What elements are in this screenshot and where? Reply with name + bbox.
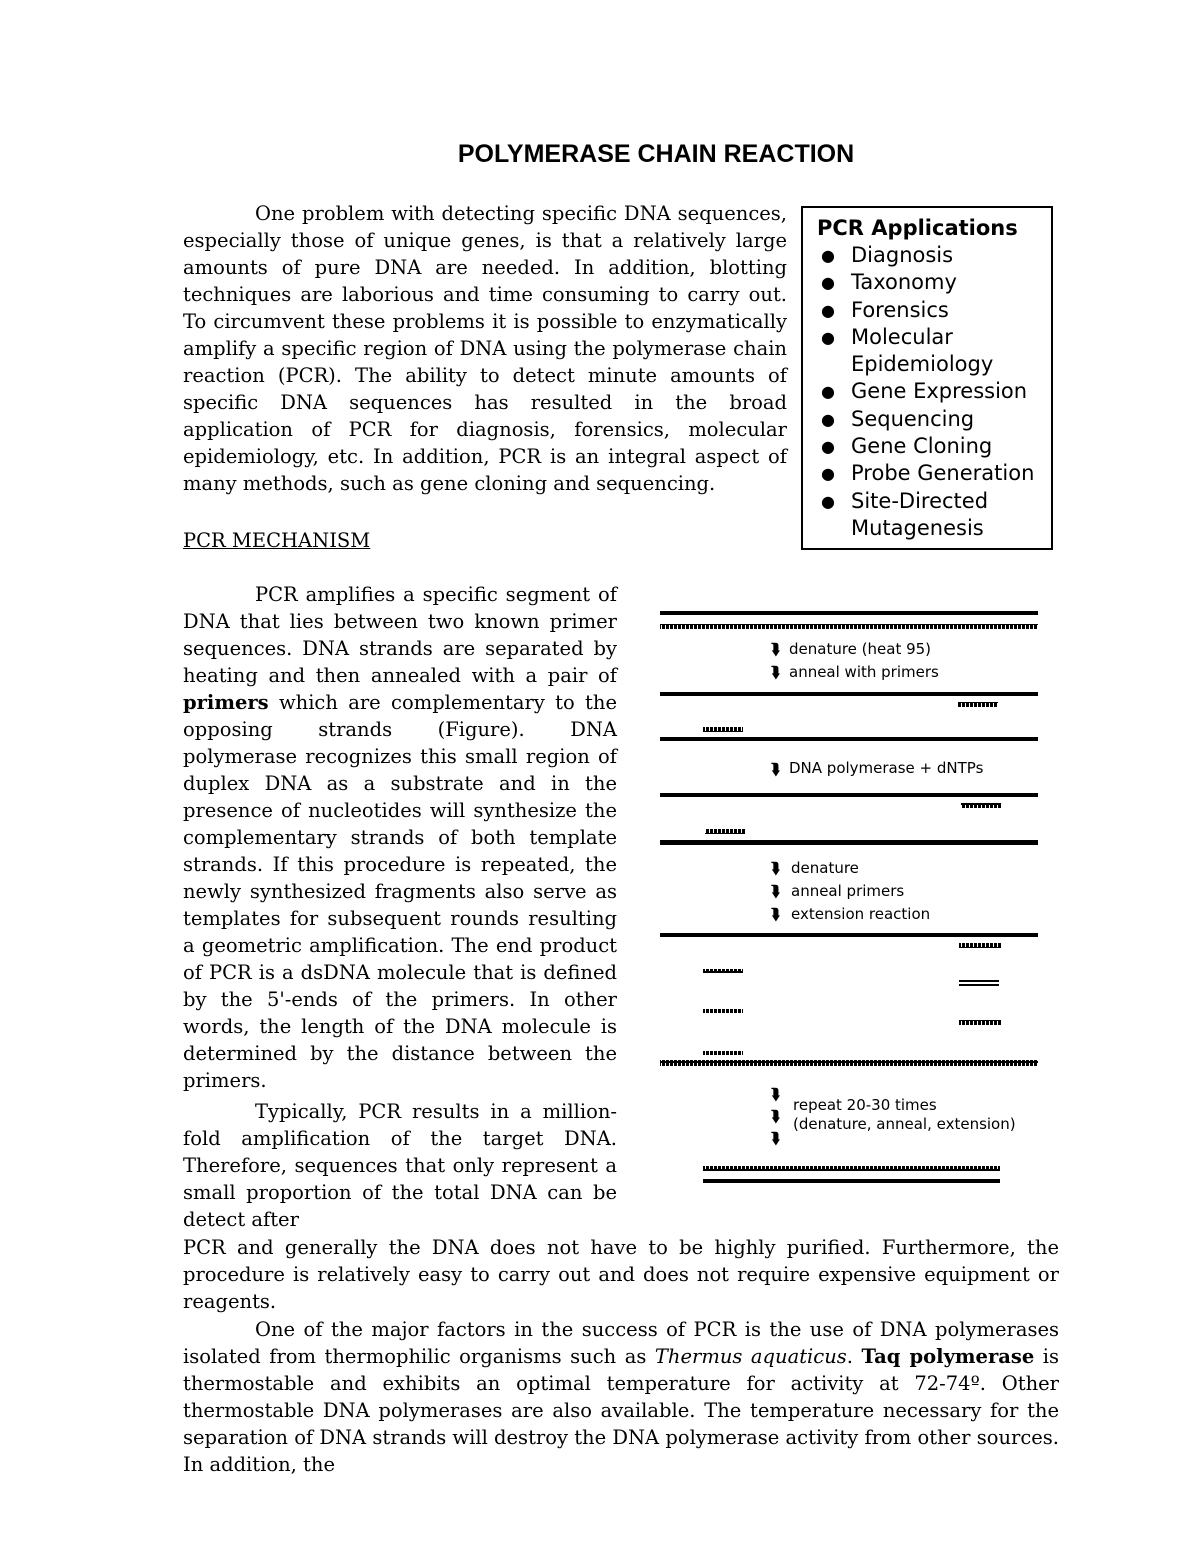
application-item: ● Forensics: [817, 297, 1041, 324]
bullet-icon: ●: [821, 246, 835, 265]
bullet-icon: ●: [821, 273, 835, 293]
applications-list: [817, 242, 1041, 542]
application-item: ● Site-Directed Mutagenesis: [821, 488, 989, 540]
down-arrow-icon: ⮯: [771, 1129, 780, 1147]
new-strand: [961, 803, 1001, 808]
typically-paragraph: Typically, PCR results in a million-fold amplification of the target DNA. Therefore, sequences that only represent a small proportion of the total DNA can be detect after: [183, 1100, 617, 1231]
template-strand-top: [660, 692, 1038, 696]
primer: [958, 702, 998, 707]
bullet-icon: ●: [821, 382, 835, 402]
down-arrow-icon: ⮯: [771, 882, 780, 900]
applications-title: PCR Applications: [817, 216, 1018, 240]
new-strand: [703, 1009, 743, 1013]
down-arrow-icon: ⮯: [771, 905, 780, 923]
product-strand: [703, 1166, 1000, 1171]
step-polymerase-label: DNA polymerase + dNTPs: [789, 759, 984, 777]
mechanism-paragraph: PCR amplifies a specific segment of DNA that lies between two known primer sequences. DNA strands are separated by heating and then annealed with a pair of primers which are complementary to the opposing strands (Figure). DNA polymerase recognizes this small region of duplex DNA as a substrate and in the presence of nucleotides will synthesize the complementary strands of both template strands. If this procedure is repeated, the newly synthesized fragments also serve as templates for subsequent rounds resulting a geometric amplification. The end product of PCR is a dsDNA molecule that is defined by the 5'-ends of the primers. In other words, the length of the DNA molecule is determined by the distance between the primers.: [183, 583, 617, 1092]
applications-box: [801, 206, 1053, 550]
template-strand-bottom: [660, 737, 1038, 741]
step-repeat-label: repeat 20-30 times: [793, 1096, 937, 1114]
down-arrow-icon: ⮯: [771, 1085, 780, 1103]
taq-paragraph: One of the major factors in the success of PCR is the use of DNA polymerases isolated from thermophilic organisms such as Thermus aquaticus. Taq polymerase is thermostable and exhibits an optimal temperature for activity at 72-74º. Other thermostable DNA polymerases are also available. The temperature necessary for the separation of DNA strands will destroy the DNA polymerase activity from other sources. In addition, the: [183, 1318, 1060, 1476]
new-strand: [705, 829, 745, 834]
application-item: ● Diagnosis: [817, 242, 1041, 269]
primers-term: primers: [183, 691, 269, 714]
down-arrow-icon: ⮯: [771, 640, 780, 658]
template-strand-bottom: [660, 840, 1038, 845]
product-strand: [703, 1179, 1000, 1183]
primer: [703, 727, 743, 732]
bullet-icon: ●: [821, 491, 835, 511]
template-strand-top: [660, 611, 1038, 615]
application-item: ● Gene Expression: [817, 378, 1041, 405]
down-arrow-icon: ⮯: [771, 859, 780, 877]
new-strand: [959, 943, 1001, 948]
bullet-icon: ●: [821, 327, 835, 347]
continuation-paragraph: PCR and generally the DNA does not have to be highly purified. Furthermore, the procedure is relatively easy to carry out and does not require expensive equipment or reagents.: [183, 1236, 1059, 1313]
intro-paragraph: One problem with detecting specific DNA sequences, especially those of unique genes, is that a relatively large amounts of pure DNA are needed. In addition, blotting techniques are laborious and time consuming to carry out. To circumvent these problems it is possible to enzymatically amplify a specific region of DNA using the polymerase chain reaction (PCR). The ability to detect minute amounts of specific DNA sequences has resulted in the broad application of PCR for diagnosis, forensics, molecular epidemiology, etc. In addition, PCR is an integral aspect of many methods, such as gene cloning and sequencing.: [183, 202, 787, 495]
new-strand: [959, 1020, 1001, 1025]
step-denature-label: denature (heat 95): [789, 640, 932, 658]
template-strand-top: [660, 793, 1038, 797]
mechanism-heading: PCR MECHANISM: [183, 529, 371, 552]
step-repeat-detail-label: (denature, anneal, extension): [793, 1115, 1016, 1133]
step-denature2-label: denature: [791, 859, 859, 877]
application-item: ● Gene Cloning: [817, 433, 1041, 460]
bullet-icon: ●: [821, 409, 835, 429]
bullet-icon: ●: [821, 464, 835, 484]
step-extension-label: extension reaction: [791, 905, 931, 923]
bullet-icon: ●: [821, 437, 835, 457]
application-item: ● Taxonomy: [817, 269, 1041, 296]
down-arrow-icon: ⮯: [771, 760, 780, 778]
template-strand-bottom: [660, 624, 1038, 629]
organism-name: Thermus aquaticus: [654, 1345, 847, 1368]
template-strand-bottom: [660, 1060, 1038, 1066]
step-anneal-label: anneal with primers: [789, 663, 939, 681]
down-arrow-icon: ⮯: [771, 663, 780, 681]
new-strand: [703, 969, 743, 973]
taq-term: Taq polymerase: [861, 1345, 1035, 1368]
pcr-figure: [655, 600, 1045, 1200]
bullet-icon: ●: [821, 300, 835, 320]
new-strand: [959, 984, 999, 986]
template-strand-top: [660, 933, 1038, 937]
down-arrow-icon: ⮯: [771, 1107, 780, 1125]
application-item: ● Probe Generation: [817, 460, 1041, 487]
new-strand: [959, 980, 999, 982]
application-item: ● Molecular Epidemiology: [821, 324, 994, 377]
step-anneal2-label: anneal primers: [791, 882, 905, 900]
new-strand: [703, 1051, 743, 1055]
page-title: POLYMERASE CHAIN REACTION: [457, 140, 855, 168]
application-item: ● Sequencing: [817, 406, 1041, 433]
